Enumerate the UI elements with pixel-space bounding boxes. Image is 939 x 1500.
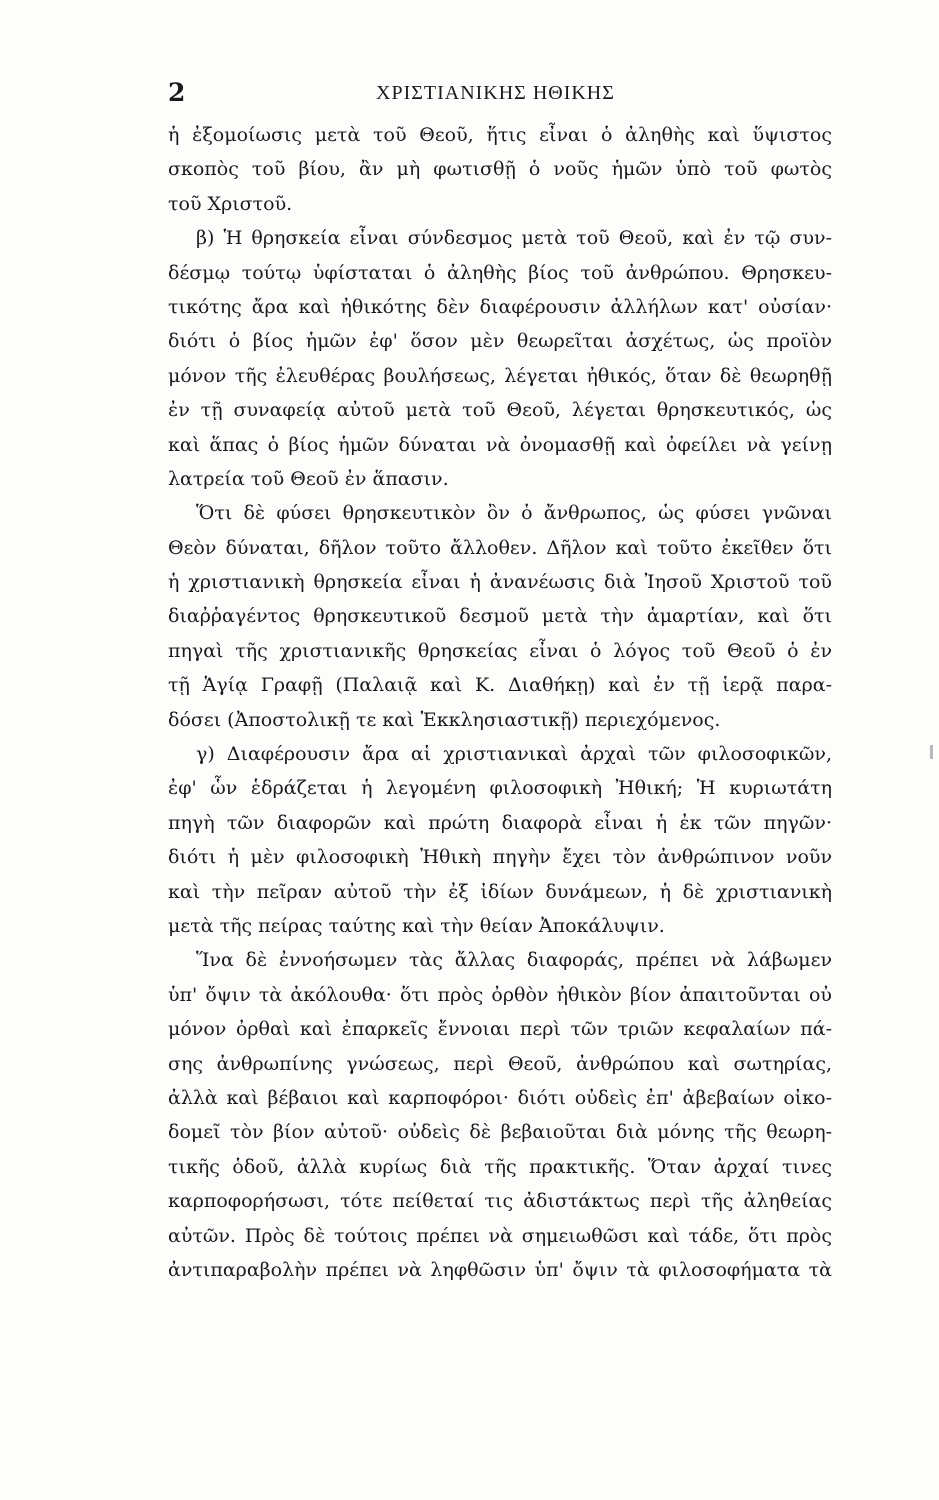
text-line: δομεῖ τὸν βίον αὐτοῦ· οὐδεὶς δὲ βεβαιοῦται διὰ μόνης τῆς θεωρη- [168, 1121, 832, 1144]
text-line: τικῆς ὁδοῦ, ἀλλὰ κυρίως διὰ τῆς πρακτικῆς. Ὅταν ἀρχαί τινες [168, 1155, 832, 1178]
text-line: καὶ τὴν πεῖραν αὐτοῦ τὴν ἐξ ἰδίων δυνάμεων, ἡ δὲ χριστιανικὴ [168, 880, 832, 903]
page-header [168, 78, 830, 108]
text-line: ἐφ' ὧν ἑδράζεται ἡ λεγομένη φιλοσοφικὴ Ἠθική; Ἡ κυριωτάτη [168, 777, 832, 800]
text-line: αὐτῶν. Πρὸς δὲ τούτοις πρέπει νὰ σημειωθῶσι καὶ τάδε, ὅτι πρὸς [168, 1224, 832, 1247]
text-line: διαῤῥαγέντος θρησκευτικοῦ δεσμοῦ μετὰ τὴν ἁμαρτίαν, καὶ ὅτι [168, 605, 832, 628]
text-line: Θεὸν δύναται, δῆλον τοῦτο ἄλλοθεν. Δῆλον καὶ τοῦτο ἐκεῖθεν ὅτι [168, 536, 832, 559]
text-line: καρποφορήσωσι, τότε πείθεταί τις ἀδιστάκτως περὶ τῆς ἀληθείας [168, 1190, 832, 1213]
text-line: γ) Διαφέρουσιν ἄρα αἱ χριστιανικαὶ ἀρχαὶ τῶν φιλοσοφικῶν, [196, 743, 832, 766]
text-line: ὑπ' ὄψιν τὰ ἀκόλουθα· ὅτι πρὸς ὀρθὸν ἠθικὸν βίον ἀπαιτοῦνται οὐ [168, 983, 832, 1006]
margin-speck [930, 745, 933, 759]
text-line: ἀντιπαραβολὴν πρέπει νὰ ληφθῶσιν ὑπ' ὄψιν τὰ φιλοσοφήματα τὰ [168, 1258, 832, 1281]
text-line: τοῦ Χριστοῦ. [168, 192, 293, 215]
text-line: τικότης ἄρα καὶ ἠθικότης δὲν διαφέρουσιν ἀλλήλων κατ' οὐσίαν· [168, 295, 832, 318]
text-line: ἐν τῇ συναφείᾳ αὐτοῦ μετὰ τοῦ Θεοῦ, λέγεται θρησκευτικός, ὡς [168, 399, 832, 422]
text-line: διότι ἡ μὲν φιλοσοφικὴ Ἠθικὴ πηγὴν ἔχει τὸν ἀνθρώπινον νοῦν [168, 846, 832, 869]
text-line: μετὰ τῆς πείρας ταύτης καὶ τὴν θείαν Ἀποκάλυψιν. [168, 914, 665, 937]
text-line: διότι ὁ βίος ἡμῶν ἐφ' ὅσον μὲν θεωρεῖται ἀσχέτως, ὡς προϊὸν [168, 330, 832, 353]
text-line: σης ἀνθρωπίνης γνώσεως, περὶ Θεοῦ, ἀνθρώπου καὶ σωτηρίας, [168, 1052, 832, 1075]
text-line: λατρεία τοῦ Θεοῦ ἐν ἅπασιν. [168, 467, 449, 490]
text-line: δόσει (Ἀποστολικῇ τε καὶ Ἐκκλησιαστικῇ) περιεχόμενος. [168, 708, 721, 731]
text-line: ἡ ἐξομοίωσις μετὰ τοῦ Θεοῦ, ἥτις εἶναι ὁ ἀληθὴς καὶ ὕψιστος [168, 124, 832, 146]
text-line: μόνον ὀρθαὶ καὶ ἐπαρκεῖς ἔννοιαι περὶ τῶν τριῶν κεφαλαίων πά- [168, 1018, 832, 1041]
text-line: ἡ χριστιανικὴ θρησκεία εἶναι ἡ ἀνανέωσις διὰ Ἰησοῦ Χριστοῦ τοῦ [168, 571, 832, 594]
body-text [168, 118, 832, 1287]
text-line: πηγὴ τῶν διαφορῶν καὶ πρώτη διαφορὰ εἶναι ἡ ἐκ τῶν πηγῶν· [168, 811, 832, 834]
text-line: Ἵνα δὲ ἐννοήσωμεν τὰς ἄλλας διαφοράς, πρέπει νὰ λάβωμεν [196, 949, 832, 972]
text-line: δέσμῳ τούτῳ ὑφίσταται ὁ ἀληθὴς βίος τοῦ ἀνθρώπου. Θρησκευ- [168, 261, 832, 284]
text-line: Ὅτι δὲ φύσει θρησκευτικὸν ὂν ὁ ἄνθρωπος, ὡς φύσει γνῶναι [196, 502, 832, 525]
text-line: τῇ Ἁγίᾳ Γραφῇ (Παλαιᾷ καὶ Κ. Διαθήκῃ) καὶ ἐν τῇ ἱερᾷ παρα- [168, 674, 832, 697]
text-line: καὶ ἅπας ὁ βίος ἡμῶν δύναται νὰ ὀνομασθῇ καὶ ὀφείλει νὰ γείνῃ [168, 433, 832, 456]
text-line: β) Ἡ θρησκεία εἶναι σύνδεσμος μετὰ τοῦ Θεοῦ, καὶ ἐν τῷ συν- [196, 227, 832, 250]
text-line: μόνον τῆς ἐλευθέρας βουλήσεως, λέγεται ἠθικός, ὅταν δὲ θεωρηθῇ [168, 364, 832, 387]
running-head: ΧΡΙΣΤΙΑΝΙΚΗΣ ΗΘΙΚΗΣ [376, 82, 615, 104]
page-number: 2 [168, 78, 186, 107]
text-line: πηγαὶ τῆς χριστιανικῆς θρησκείας εἶναι ὁ λόγος τοῦ Θεοῦ ὁ ἐν [168, 639, 832, 662]
text-line: σκοπὸς τοῦ βίου, ἂν μὴ φωτισθῇ ὁ νοῦς ἡμῶν ὑπὸ τοῦ φωτὸς [168, 158, 832, 181]
text-line: ἀλλὰ καὶ βέβαιοι καὶ καρποφόροι· διότι οὐδεὶς ἐπ' ἀβεβαίων οἰκο- [168, 1086, 832, 1109]
